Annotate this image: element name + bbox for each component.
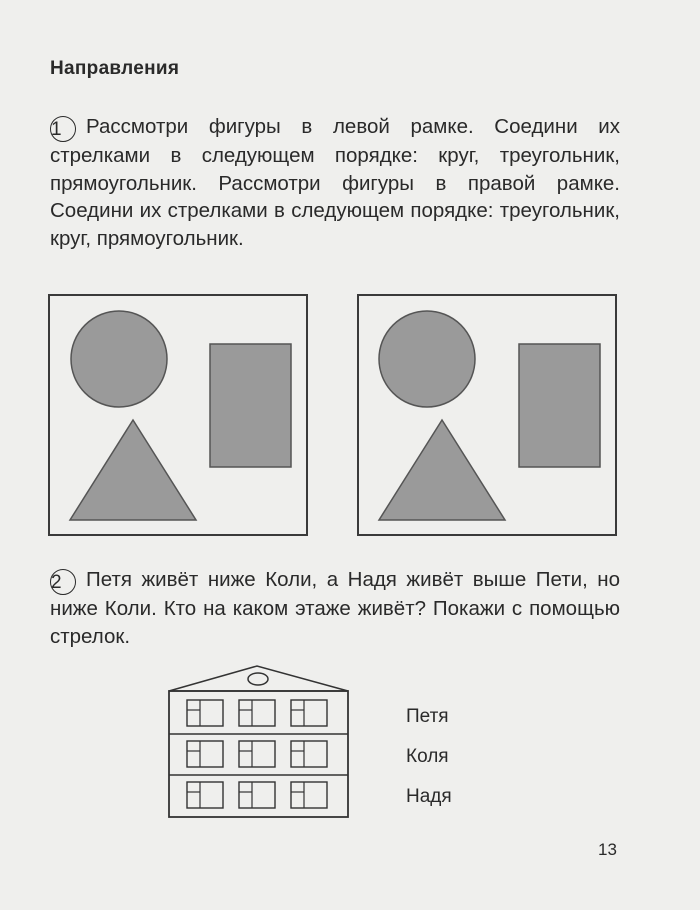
page-number: 13 [598,840,617,859]
task-1-number: 1 [50,116,76,142]
page-title: Направления [50,58,180,79]
name-nadya: Надя [406,786,452,807]
house-window [291,782,327,808]
roof-window [248,673,268,685]
house-window [187,700,223,726]
left-rectangle[interactable] [210,344,291,467]
name-kolya: Коля [406,746,449,767]
left-circle[interactable] [71,311,167,407]
house-window [239,741,275,767]
left-frame [48,294,308,536]
left-frame-shapes [50,296,306,534]
task-2 [50,566,620,650]
house-roof [169,666,348,691]
house-window [239,782,275,808]
task-2-number: 2 [50,569,76,595]
task-1 [50,113,620,252]
task-1-text: Рассмотри фигуры в левой рамке. Соедини их стрелками в следующем порядке: круг, треугольник, прямоугольник. Рассмотри фигуры в правой рамке. Соедини их стрелками в следующем порядке: треугольник, круг, прямоугольник. [50,115,620,250]
house-window [187,741,223,767]
right-circle[interactable] [379,311,475,407]
house-drawing [165,655,355,825]
house-window [239,700,275,726]
task-2-text: Петя живёт ниже Коли, а Надя живёт выше Пети, но ниже Коли. Кто на каком этаже живёт? Покажи с помощью стрелок. [50,568,620,648]
house-svg [165,655,355,820]
right-frame-shapes [359,296,615,534]
house-window [291,741,327,767]
house-window [291,700,327,726]
left-triangle[interactable] [70,420,196,520]
name-petya: Петя [406,706,449,727]
right-frame [357,294,617,536]
right-triangle[interactable] [379,420,505,520]
right-rectangle[interactable] [519,344,600,467]
house-window [187,782,223,808]
